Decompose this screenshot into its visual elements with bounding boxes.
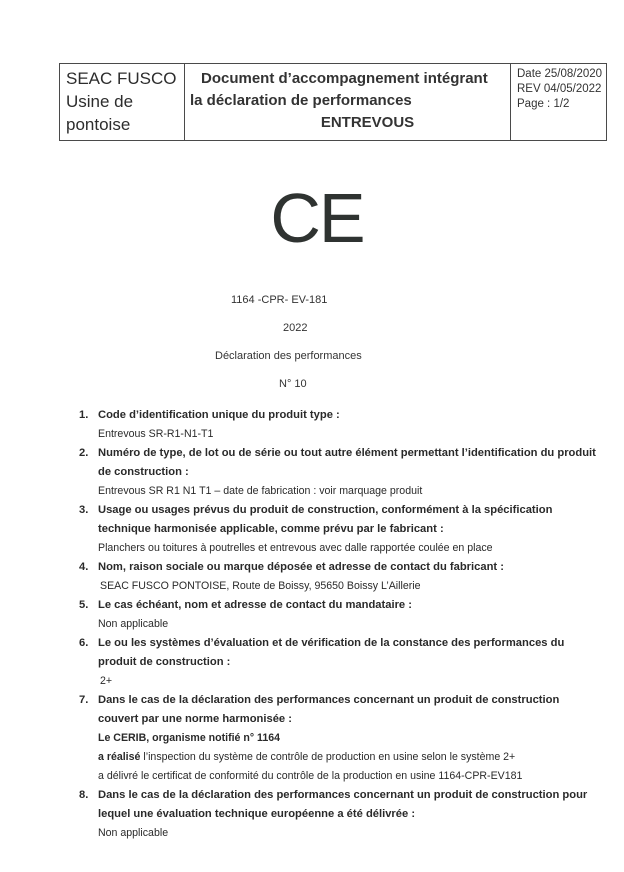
document-date: Date 25/08/2020 (517, 68, 603, 80)
document-revision: REV 04/05/2022 (517, 83, 602, 95)
item-value: Entrevous SR-R1-N1-T1 (98, 428, 214, 440)
certificate-statement: a délivré le certificat de conformité du contrôle de la production en usine 1164-CPR-EV181 (98, 770, 523, 782)
company-name: SEAC FUSCO (66, 69, 177, 88)
item-value: Non applicable (98, 618, 169, 630)
item-heading: Le cas échéant, nom et adresse de contact du mandataire : (98, 599, 412, 611)
list-item (79, 406, 599, 444)
title-cell (185, 64, 511, 140)
plant-label: Usine de (66, 92, 134, 111)
item-number: 3. (79, 504, 89, 516)
item-value: 2+ (100, 675, 113, 687)
item-number: 8. (79, 789, 89, 801)
item-heading: Code d’identification unique du produit type : (98, 409, 340, 421)
item-value: Planchers ou toitures à poutrelles et entrevous avec dalle rapportée coulée en place (98, 542, 493, 554)
item-value: Entrevous SR R1 N1 T1 – date de fabrication : voir marquage produit (98, 485, 423, 497)
item-heading: Dans le cas de la déclaration des performances concernant un produit de construction pour lequel une évaluation technique européenne a été délivrée : (98, 789, 588, 820)
company-cell (60, 64, 185, 140)
list-item (79, 444, 599, 501)
list-item (79, 786, 599, 843)
ce-mark: CE (270, 179, 364, 257)
declaration-items (79, 406, 599, 843)
item-value: Non applicable (98, 827, 169, 839)
list-item (79, 634, 599, 691)
item-value: SEAC FUSCO PONTOISE, Route de Boissy, 95650 Boissy L’Aillerie (100, 580, 421, 592)
item-heading: Le ou les systèmes d’évaluation et de vérification de la constance des performances du produit de construction : (98, 637, 565, 668)
item-number: 2. (79, 447, 89, 459)
document-title-line-2: la déclaration de performances (190, 92, 412, 109)
document-title-line-1: Document d’accompagnement intégrant (201, 70, 488, 87)
document-title-product: ENTREVOUS (320, 114, 415, 131)
declaration-year: 2022 (283, 322, 308, 334)
meta-cell (511, 64, 606, 140)
list-item (79, 691, 599, 786)
inspection-detail: l’inspection du système de contrôle de production en usine selon le système 2+ (140, 751, 516, 763)
item-number: 4. (79, 561, 89, 573)
list-item (79, 501, 599, 558)
item-number: 6. (79, 637, 89, 649)
inspection-verb: a réalisé (98, 751, 141, 763)
certificate-reference: 1164 -CPR- EV-181 (231, 294, 328, 306)
plant-location: pontoise (66, 115, 131, 134)
item-number: 1. (79, 409, 89, 421)
item-number: 5. (79, 599, 89, 611)
list-item (79, 558, 599, 596)
declaration-number: N° 10 (279, 378, 307, 390)
item-heading: Usage ou usages prévus du produit de construction, conformément à la spécification technique harmonisée applicable, comme prévu par le fabricant : (98, 504, 553, 535)
item-heading: Dans le cas de la déclaration des performances concernant un produit de construction couvert par une norme harmonisée : (98, 694, 560, 725)
document-type: Déclaration des performances (215, 350, 362, 362)
item-heading: Numéro de type, de lot ou de série ou tout autre élément permettant l’identification du produit de construction : (98, 447, 596, 478)
item-heading: Nom, raison sociale ou marque déposée et adresse de contact du fabricant : (98, 561, 504, 573)
item-number: 7. (79, 694, 89, 706)
list-item (79, 596, 599, 634)
header-table (59, 63, 607, 141)
notified-body: Le CERIB, organisme notifié n° 1164 (98, 732, 281, 744)
page-number: Page : 1/2 (517, 98, 570, 110)
inspection-statement (98, 748, 599, 767)
